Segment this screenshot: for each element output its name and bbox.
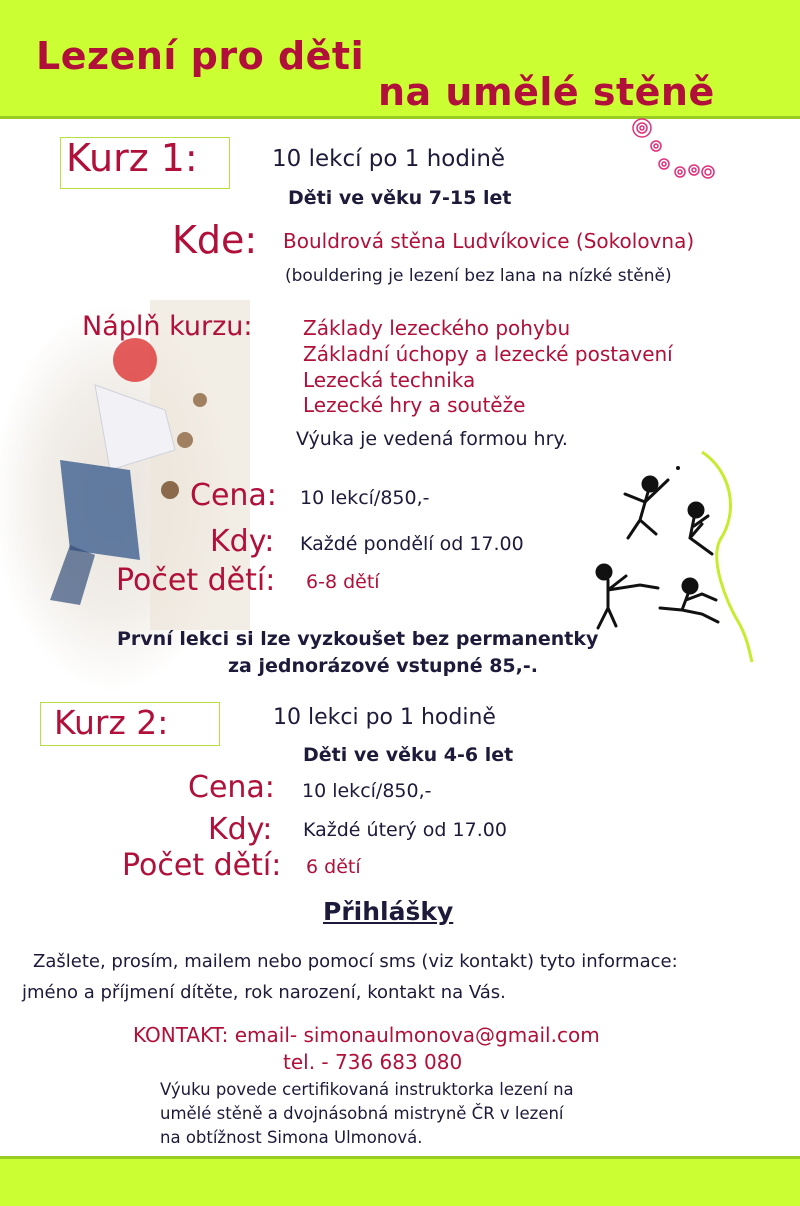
kurz-1-when-value: Každé pondělí od 17.00 [300, 533, 524, 555]
kurz-1-lessons: 10 lekcí po 1 hodině [272, 146, 506, 172]
kurz-2-price-label: Cena: [188, 770, 275, 805]
kurz-1-when-label: Kdy: [210, 524, 275, 559]
kurz-2-when-label: Kdy: [208, 812, 273, 847]
title-line-2: na umělé stěně [378, 70, 715, 114]
kurz-2-price-value: 10 lekcí/850,- [302, 780, 432, 802]
instructor-line-1: Výuku povede certifikovaná instruktorka lezení na [160, 1080, 574, 1099]
kurz-2-count-value: 6 dětí [306, 856, 361, 878]
trial-line-1: První lekci si lze vyzkoušet bez permanentky [117, 628, 599, 650]
trial-line-2: za jednorázové vstupné 85,-. [228, 655, 538, 677]
where-note: (bouldering je lezení bez lana na nízké stěně) [285, 266, 672, 286]
instructor-line-3: na obtížnost Simona Ulmonová. [160, 1128, 423, 1147]
decorative-circles-icon [620, 112, 730, 192]
kurz-1-age: Děti ve věku 7-15 let [288, 187, 512, 209]
kurz-2-age: Děti ve věku 4-6 let [303, 744, 514, 766]
where-label: Kde: [172, 218, 258, 262]
kurz-1-price-value: 10 lekcí/850,- [300, 487, 430, 509]
kurz-1-price-label: Cena: [190, 478, 277, 513]
signup-heading: Přihlášky [323, 897, 454, 926]
content-item-4: Lezecké hry a soutěže [303, 393, 526, 417]
kurz-1-count-label: Počet dětí: [116, 563, 276, 598]
kurz-2-label: Kurz 2: [54, 703, 169, 742]
signup-line-2: jméno a příjmení dítěte, rok narození, kontakt na Vás. [22, 982, 506, 1003]
game-note: Výuka je vedená formou hry. [296, 428, 568, 450]
climbers-illustration-icon [590, 450, 770, 665]
climbing-child-photo [0, 300, 253, 740]
kurz-2-lessons: 10 lekci po 1 hodině [273, 705, 496, 730]
kurz-1-count-value: 6-8 dětí [306, 571, 380, 593]
content-item-2: Základní úchopy a lezecké postavení [303, 342, 673, 366]
where-value: Bouldrová stěna Ludvíkovice (Sokolovna) [283, 229, 695, 253]
content-label: Náplň kurzu: [82, 311, 253, 342]
signup-line-1: Zašlete, prosím, mailem nebo pomocí sms (viz kontakt) tyto informace: [33, 951, 678, 972]
kurz-2-count-label: Počet dětí: [122, 848, 282, 883]
content-item-3: Lezecká technika [303, 368, 476, 392]
kurz-1-label: Kurz 1: [66, 136, 198, 180]
contact-email: KONTAKT: email- simonaulmonova@gmail.com [133, 1023, 600, 1047]
footer-band [0, 1156, 800, 1206]
title-line-1: Lezení pro děti [36, 34, 365, 78]
content-item-1: Základy lezeckého pohybu [303, 316, 571, 340]
instructor-line-2: umělé stěně a dvojnásobná mistryně ČR v lezení [160, 1104, 564, 1123]
kurz-2-when-value: Každé úterý od 17.00 [303, 819, 507, 841]
contact-phone: tel. - 736 683 080 [283, 1050, 463, 1074]
